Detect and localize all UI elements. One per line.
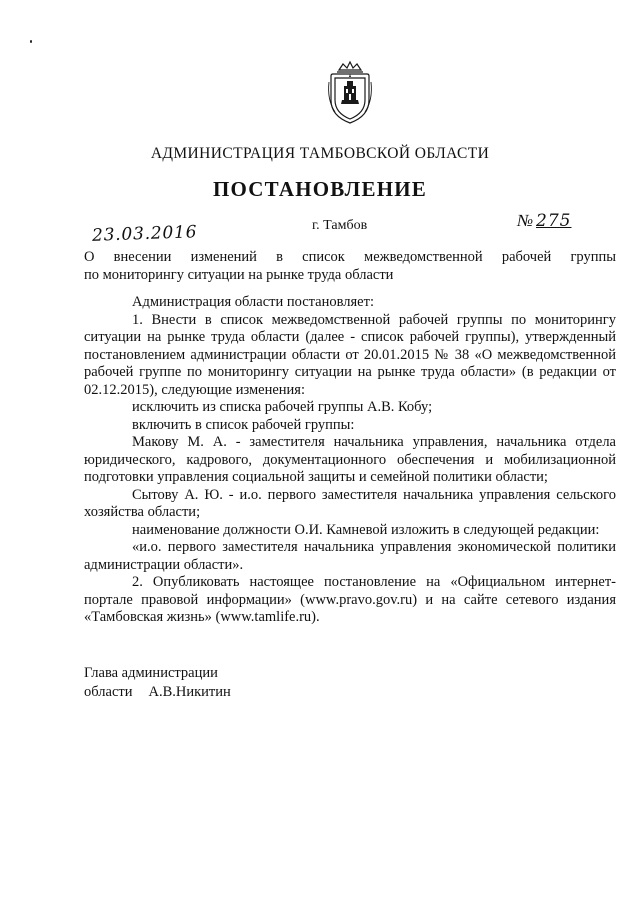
body-paragraph-8: 2. Опубликовать настоящее постановление на «Официальном интернет-портале правовой информации» (www.pravo.gov.ru) и на сайте сетевого издания «Тамбовская жизнь» (www.tamlife.ru). [84,574,616,625]
number-sign: № [517,211,534,230]
document-body [84,294,616,627]
body-paragraph-4: Макову М. А. - заместителя начальника управления, начальника отдела юридического, кадрового, документационного обеспечения и мобилизационной подготовки управления социальной защиты и семейной политики области; [84,434,616,485]
handwritten-number: 275 [536,211,572,231]
subject-line-1: О внесении изменений в список межведомственной рабочей группы [84,249,616,265]
organization-name: АДМИНИСТРАЦИЯ ТАМБОВСКОЙ ОБЛАСТИ [150,145,490,162]
coat-of-arms-icon [325,60,375,126]
scan-speck [30,40,32,43]
handwritten-date: 23.03.2016 [91,222,198,246]
city: г. Тамбов [312,218,368,233]
body-paragraph-1: 1. Внести в список межведомственной рабочей группы по мониторингу ситуации на рынке труда области (далее - список рабочей группы), утвержденный постановлением администрации области от 20.01.2015 № 38 «О межведомственной рабочей группе по мониторингу ситуации на рынке труда области» (в редакции от 02.12.2015), следующие изменения: [84,311,616,398]
signatory-position-line-1: Глава администрации [84,665,218,681]
signature-block [84,664,231,702]
document-subject [84,248,616,284]
subject-line-2: по мониторингу ситуации на рынке труда области [84,267,394,283]
body-paragraph-3: включить в список рабочей группы: [132,416,355,433]
body-paragraph-6: наименование должности О.И. Камневой изложить в следующей редакции: [132,521,600,538]
body-preamble: Администрация области постановляет: [132,294,374,310]
body-paragraph-2: исключить из списка рабочей группы А.В. Кобу; [132,399,433,415]
body-paragraph-5: Сытову А. Ю. - и.о. первого заместителя начальника управления сельского хозяйства области; [84,486,616,520]
body-paragraph-7: «и.о. первого заместителя начальника управления экономической политики администрации области». [84,539,616,573]
signatory-position-line-2 [84,683,231,702]
signatory-position-region: области [84,684,133,700]
document-type: ПОСТАНОВЛЕНИЕ [212,177,428,201]
signatory-name: А.В.Никитин [148,684,231,700]
document-number [517,211,571,231]
